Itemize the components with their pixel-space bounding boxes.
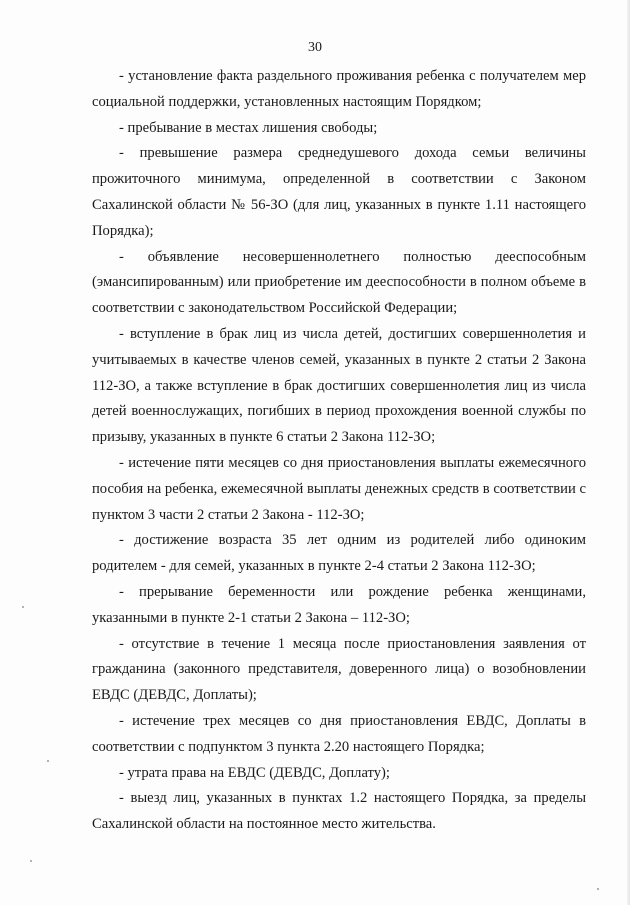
list-item: - утрата права на ЕВДС (ДЕВДС, Доплату);	[119, 764, 390, 781]
scan-speck	[47, 760, 49, 762]
list-item: - достижение возраста 35 лет одним из родителей либо одиноким родителем - для семей, указанных в пункте 2-4 статьи 2 Закона 112-ЗО;	[92, 532, 586, 575]
list-item: - пребывание в местах лишения свободы;	[119, 119, 378, 136]
list-item: - истечение пяти месяцев со дня приостановления выплаты ежемесячного пособия на ребенка, ежемесячной выплаты денежных средств в соответствии с пунктом 3 части 2 статьи 2 Закона - 112-ЗО;	[92, 454, 586, 523]
list-item: - превышение размера среднедушевого дохода семьи величины прожиточного минимума, определенной в соответствии с Законом Сахалинской области № 56-ЗО (для лиц, указанных в пункте 1.11 настоящего Порядка);	[92, 145, 586, 239]
page-body	[92, 64, 586, 838]
page-number: 30	[308, 40, 322, 55]
list-item: - установление факта раздельного проживания ребенка с получателем мер социальной поддержки, установленных настоящим Порядком;	[92, 68, 586, 110]
list-item: - выезд лиц, указанных в пунктах 1.2 настоящего Порядка, за пределы Сахалинской области на постоянное место жительства.	[92, 790, 586, 833]
scan-speck	[30, 860, 32, 862]
scan-speck	[597, 888, 599, 890]
list-item: - прерывание беременности или рождение ребенка женщинами, указанными в пункте 2-1 статьи 2 Закона – 112-ЗО;	[92, 583, 586, 626]
list-item: - истечение трех месяцев со дня приостановления ЕВДС, Доплаты в соответствии с подпунктом 3 пункта 2.20 настоящего Порядка;	[92, 712, 586, 755]
list-item: - объявление несовершеннолетнего полностью дееспособным (эмансипированным) или приобретение им дееспособности в полном объеме в соответствии с законодательством Российской Федерации;	[92, 248, 586, 317]
scan-speck	[22, 606, 24, 608]
list-item: - вступление в брак лиц из числа детей, достигших совершеннолетия и учитываемых в качестве членов семей, указанных в пункте 2 статьи 2 Закона 112-ЗО, а также вступление в брак достигших совершеннолетия лиц из числа детей военнослужащих, погибших в период прохождения военной службы по призыву, указанных в пункте 6 статьи 2 Закона 112-ЗО;	[92, 325, 586, 446]
list-item: - отсутствие в течение 1 месяца после приостановления заявления от гражданина (законного представителя, доверенного лица) о возобновлении ЕВДС (ДЕВДС, Доплаты);	[92, 635, 586, 704]
